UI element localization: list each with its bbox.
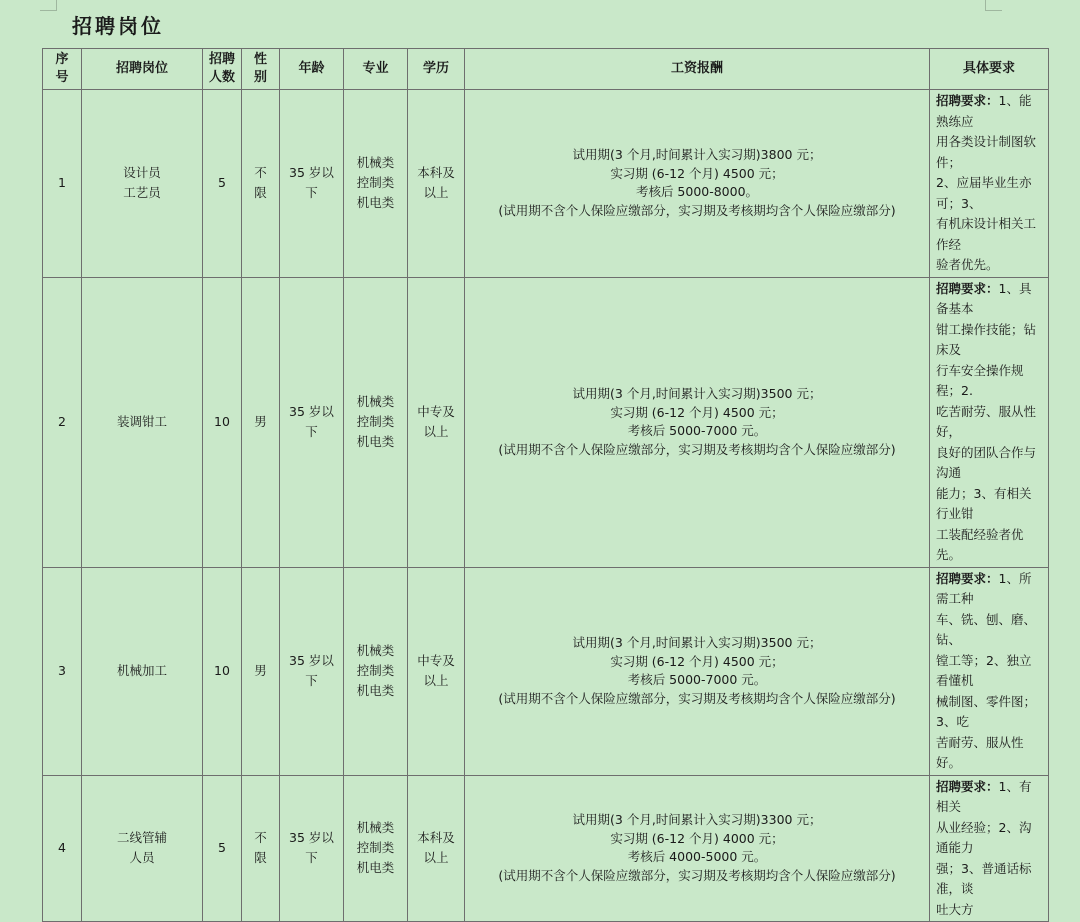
table-header-row: [43, 49, 1049, 90]
cell-requirements: 招聘要求：1、有相关 从业经验；2、沟通能力 强；3、普通话标准，谈 吐大方: [930, 775, 1049, 922]
cell-age: 35 岁以 下: [280, 567, 344, 775]
cell-requirements: 招聘要求：1、所需工种 车、铣、刨、磨、钻、 镗工等；2、独立看懂机 械制图、零件图；3、吃 苦耐劳、服从性好。: [930, 567, 1049, 775]
cell-gender: 不 限: [242, 90, 280, 278]
requirements-label: 招聘要求：: [936, 93, 999, 108]
cell-position: 设计员 工艺员: [82, 90, 203, 278]
cell-gender: 男: [242, 277, 280, 567]
cell-education: 本科及 以上: [408, 775, 465, 922]
cell-major: 机械类 控制类 机电类: [344, 775, 408, 922]
col-header-age: 年龄: [280, 49, 344, 90]
cell-major: 机械类 控制类 机电类: [344, 277, 408, 567]
page-corner-mark-right: [985, 0, 1002, 11]
cell-position: 装调钳工: [82, 277, 203, 567]
cell-seq: 2: [43, 277, 82, 567]
cell-age: 35 岁以 下: [280, 90, 344, 278]
cell-salary: 试用期(3 个月,时间累计入实习期)3300 元； 实习期 (6-12 个月) 4000 元； 考核后 4000-5000 元。 (试用期不含个人保险应缴部分，实习期及考核期均含个人保险应缴部分): [465, 775, 930, 922]
col-header-education: 学历: [408, 49, 465, 90]
cell-education: 中专及 以上: [408, 277, 465, 567]
cell-seq: 1: [43, 90, 82, 278]
cell-education: 本科及 以上: [408, 90, 465, 278]
cell-requirements: 招聘要求：1、能熟练应 用各类设计制图软件； 2、应届毕业生亦可；3、 有机床设计相关工作经 验者优先。: [930, 90, 1049, 278]
cell-seq: 4: [43, 775, 82, 922]
requirements-label: 招聘要求：: [936, 778, 999, 794]
col-header-position: 招聘岗位: [82, 49, 203, 90]
cell-education: 中专及 以上: [408, 567, 465, 775]
table-row: [43, 567, 1049, 775]
cell-gender: 男: [242, 567, 280, 775]
cell-count: 10: [203, 277, 242, 567]
col-header-salary: 工资报酬: [465, 49, 930, 90]
table-row: [43, 775, 1049, 922]
col-header-seq: 序 号: [43, 49, 82, 90]
col-header-requirements: 具体要求: [930, 49, 1049, 90]
cell-requirements: 招聘要求：1、具备基本 钳工操作技能；钻床及 行车安全操作规程；2. 吃苦耐劳、服从性好， 良好的团队合作与沟通 能力；3、有相关行业钳 工装配经验者优先。: [930, 277, 1049, 567]
col-header-count: 招聘 人数: [203, 49, 242, 90]
cell-major: 机械类 控制类 机电类: [344, 90, 408, 278]
cell-position: 二线管辅 人员: [82, 775, 203, 922]
table-row: [43, 277, 1049, 567]
col-header-gender: 性 别: [242, 49, 280, 90]
cell-gender: 不 限: [242, 775, 280, 922]
cell-major: 机械类 控制类 机电类: [344, 567, 408, 775]
cell-salary: 试用期(3 个月,时间累计入实习期)3500 元； 实习期 (6-12 个月) 4500 元； 考核后 5000-7000 元。 (试用期不含个人保险应缴部分，实习期及考核期均含个人保险应缴部分): [465, 277, 930, 567]
cell-salary: 试用期(3 个月,时间累计入实习期)3500 元； 实习期 (6-12 个月) 4500 元； 考核后 5000-7000 元。 (试用期不含个人保险应缴部分，实习期及考核期均含个人保险应缴部分): [465, 567, 930, 775]
col-header-major: 专业: [344, 49, 408, 90]
cell-seq: 3: [43, 567, 82, 775]
job-table: [42, 48, 1049, 922]
cell-count: 10: [203, 567, 242, 775]
table-row: [43, 90, 1049, 278]
cell-count: 5: [203, 90, 242, 278]
cell-salary: 试用期(3 个月,时间累计入实习期)3800 元； 实习期 (6-12 个月) 4500 元； 考核后 5000-8000。 (试用期不含个人保险应缴部分，实习期及考核期均含个人保险应缴部分): [465, 90, 930, 278]
cell-position: 机械加工: [82, 567, 203, 775]
cell-age: 35 岁以 下: [280, 775, 344, 922]
cell-count: 5: [203, 775, 242, 922]
requirements-label: 招聘要求：: [936, 280, 999, 296]
section-heading: 招聘岗位: [72, 14, 164, 38]
requirements-label: 招聘要求：: [936, 570, 999, 586]
page-corner-mark-left: [40, 0, 57, 11]
cell-age: 35 岁以 下: [280, 277, 344, 567]
